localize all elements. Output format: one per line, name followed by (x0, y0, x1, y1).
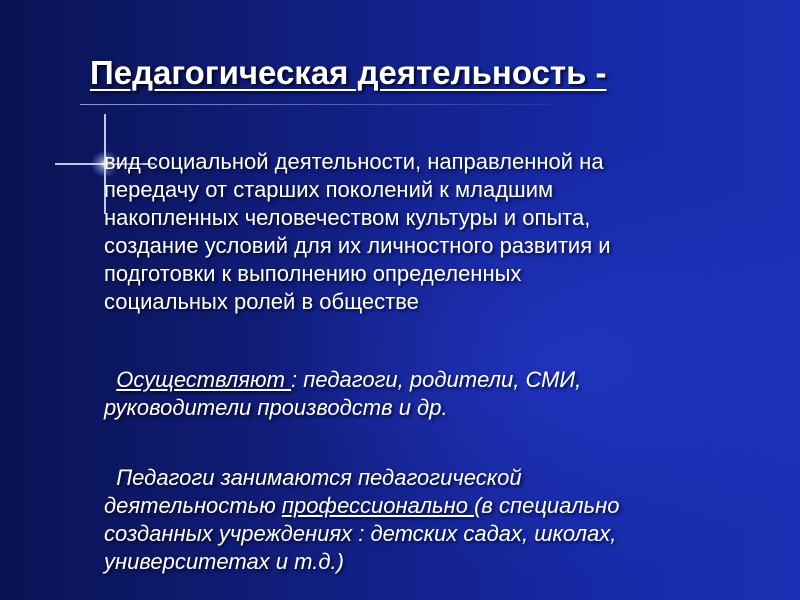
teachers-text: (в специально (474, 493, 620, 518)
performers-text: руководители производств и др. (104, 395, 448, 420)
performers-text: : педагоги, родители, СМИ, (291, 367, 582, 392)
teachers-text: деятельностью (104, 493, 282, 518)
definition-line: вид социальной деятельности, направленной на (104, 149, 604, 174)
definition-paragraph (104, 148, 744, 316)
professionally-emphasis: профессионально (281, 493, 475, 518)
definition-line: подготовки к выполнению определенных (104, 261, 522, 286)
definition-line: накопленных человечеством культуры и опыта, (104, 205, 591, 230)
teachers-text: Педагоги занимаются педагогической (116, 465, 522, 490)
slide-title: Педагогическая деятельность - (90, 54, 607, 91)
definition-line: передачу от старших поколений к младшим (104, 177, 554, 202)
performers-label: Осуществляют (116, 367, 292, 392)
teachers-paragraph (104, 464, 764, 576)
definition-line: создание условий для их личностного развития и (104, 233, 611, 258)
teachers-text: университетах и т.д.) (104, 549, 344, 574)
decorative-line (80, 104, 550, 105)
teachers-text: созданных учреждениях : детских садах, школах, (104, 521, 617, 546)
definition-line: социальных ролей в обществе (104, 289, 419, 314)
performers-paragraph (104, 366, 744, 422)
